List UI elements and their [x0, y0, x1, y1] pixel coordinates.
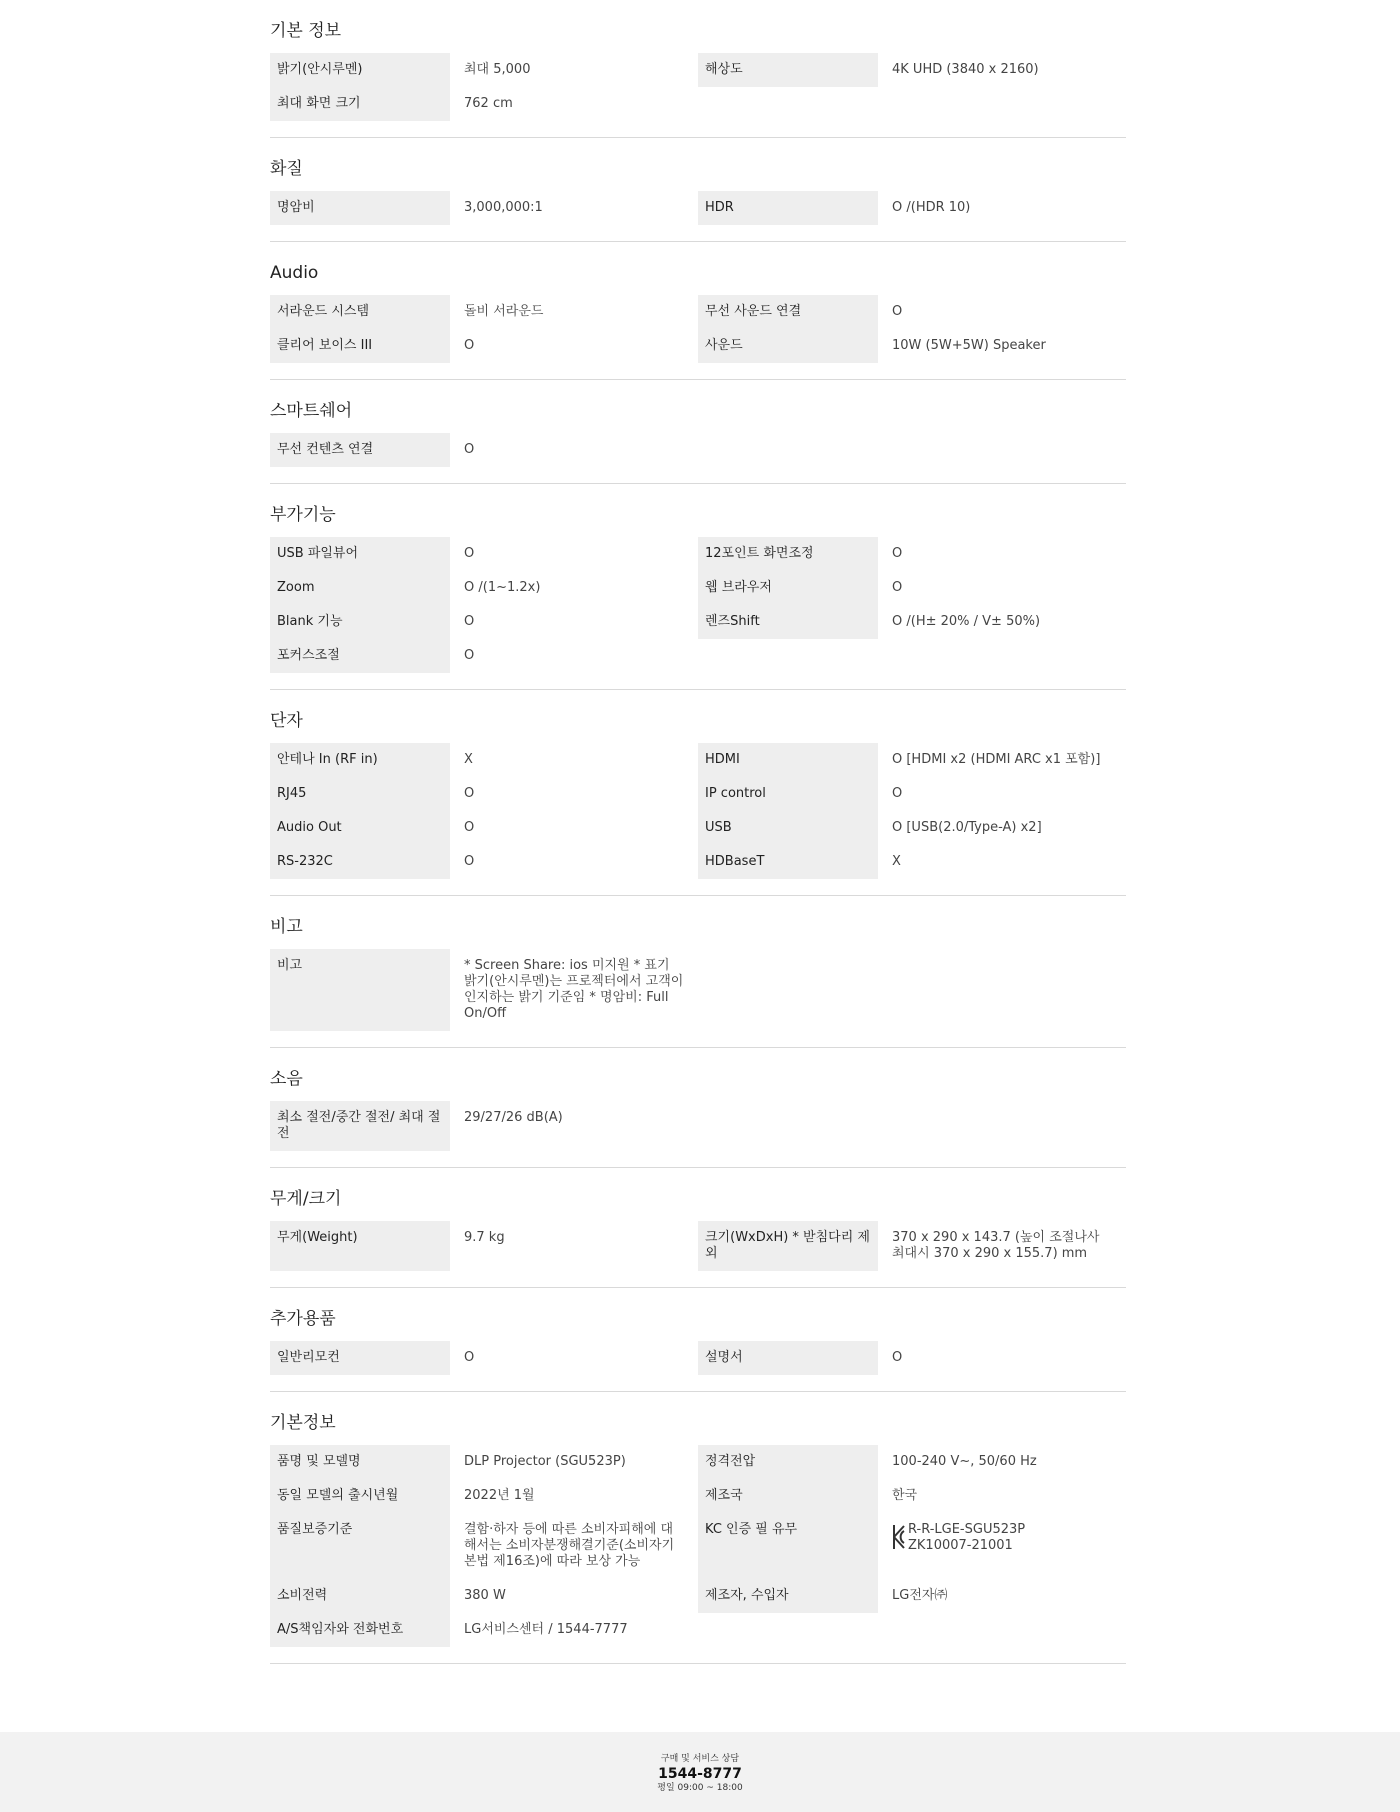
spec-label: 무선 사운드 연결 [698, 295, 878, 329]
spec-section [270, 1392, 1126, 1664]
spec-value: O [464, 854, 475, 869]
spec-label: Audio Out [270, 811, 450, 845]
spec-value: O [464, 338, 475, 353]
section-title: 부가기능 [270, 505, 336, 525]
spec-value: O [892, 1350, 903, 1365]
spec-value: 762 cm [464, 96, 513, 111]
spec-item [270, 743, 698, 777]
spec-item [698, 571, 1126, 605]
spec-item [698, 1513, 1126, 1579]
spec-label: 무게(Weight) [270, 1221, 450, 1271]
spec-label: 품질보증기준 [270, 1513, 450, 1579]
spec-item [698, 295, 1126, 329]
spec-label: 안테나 In (RF in) [270, 743, 450, 777]
spec-row [270, 811, 1126, 845]
spec-item [270, 639, 698, 673]
spec-label: 최소 절전/중간 절전/ 최대 절전 [270, 1101, 450, 1151]
spec-value: O [892, 580, 903, 595]
spec-row [270, 329, 1126, 363]
spec-section [270, 1048, 1126, 1168]
section-title: 스마트쉐어 [270, 401, 353, 421]
spec-value-kc [878, 1513, 1126, 1579]
spec-label: Zoom [270, 571, 450, 605]
spec-row [270, 639, 1126, 673]
section-title: 소음 [270, 1069, 303, 1089]
spec-label: 클리어 보이스 III [270, 329, 450, 363]
spec-item [270, 433, 698, 467]
spec-label: 비고 [270, 949, 450, 1031]
spec-label: 동일 모델의 출시년월 [270, 1479, 450, 1513]
spec-row [270, 1341, 1126, 1375]
spec-value: O [464, 820, 475, 835]
spec-row [270, 949, 1126, 1031]
footer-label: 구매 및 서비스 상담 [660, 1754, 740, 1764]
spec-value: 돌비 서라운드 [464, 304, 544, 319]
spec-label: 품명 및 모델명 [270, 1445, 450, 1479]
spec-section [270, 242, 1126, 380]
spec-label: 일반리모컨 [270, 1341, 450, 1375]
spec-row [270, 87, 1126, 121]
spec-label: 정격전압 [698, 1445, 878, 1479]
spec-value: 최대 5,000 [464, 62, 531, 77]
spec-value: 3,000,000:1 [464, 200, 543, 215]
spec-label: USB [698, 811, 878, 845]
spec-section [270, 1288, 1126, 1392]
spec-value: 370 x 290 x 143.7 (높이 조절나사 최대시 370 x 290 x 155.7) mm [892, 1230, 1100, 1261]
spec-label: RS-232C [270, 845, 450, 879]
spec-value: DLP Projector (SGU523P) [464, 1454, 626, 1469]
spec-item [270, 571, 698, 605]
spec-item [698, 777, 1126, 811]
spec-row [270, 571, 1126, 605]
spec-item [270, 329, 698, 363]
section-title: Audio [270, 263, 319, 283]
spec-value: * Screen Share: ios 미지원 * 표기 밝기(안시루멘)는 프로젝터에서 고객이 인지하는 밝기 기준임 * 명암비: Full On/Off [464, 958, 684, 1021]
spec-item [270, 1101, 698, 1151]
spec-item [698, 1479, 1126, 1513]
spec-content [270, 0, 1126, 1664]
spec-value: O [892, 786, 903, 801]
spec-item [698, 1221, 1126, 1271]
spec-value: 10W (5W+5W) Speaker [892, 338, 1046, 353]
spec-item [698, 1341, 1126, 1375]
section-title: 비고 [270, 917, 303, 937]
spec-value: O [464, 648, 475, 663]
spec-item [270, 53, 698, 87]
spec-value: O [USB(2.0/Type-A) x2] [892, 820, 1042, 835]
kc-certification-icon [892, 1523, 906, 1551]
spec-row [270, 295, 1126, 329]
spec-item [270, 295, 698, 329]
spec-item [270, 1513, 698, 1579]
spec-value: 9.7 kg [464, 1230, 505, 1245]
spec-item [270, 537, 698, 571]
spec-value: LG전자㈜ [892, 1588, 948, 1603]
spec-label: 해상도 [698, 53, 878, 87]
spec-section [270, 0, 1126, 138]
spec-value: O [892, 546, 903, 561]
section-title: 추가용품 [270, 1309, 336, 1329]
spec-item [270, 845, 698, 879]
spec-value: 2022년 1월 [464, 1488, 535, 1503]
spec-row [270, 537, 1126, 571]
spec-label: IP control [698, 777, 878, 811]
section-title: 화질 [270, 159, 303, 179]
spec-value: O [464, 614, 475, 629]
spec-value: X [464, 752, 473, 767]
spec-label: HDR [698, 191, 878, 225]
spec-label: 12포인트 화면조정 [698, 537, 878, 571]
spec-value: X [892, 854, 901, 869]
spec-label: 서라운드 시스템 [270, 295, 450, 329]
spec-label: 웹 브라우저 [698, 571, 878, 605]
spec-item [270, 1221, 698, 1271]
spec-label: 크기(WxDxH) * 받침다리 제외 [698, 1221, 878, 1271]
spec-label: 무선 컨텐츠 연결 [270, 433, 450, 467]
kc-number-text: R-R-LGE-SGU523P ZK10007-21001 [908, 1522, 1026, 1553]
spec-label: Blank 기능 [270, 605, 450, 639]
spec-label: 제조자, 수입자 [698, 1579, 878, 1613]
spec-item [698, 1579, 1126, 1613]
spec-row [270, 743, 1126, 777]
spec-value: O [464, 1350, 475, 1365]
spec-item [270, 191, 698, 225]
spec-item [698, 191, 1126, 225]
spec-value: 29/27/26 dB(A) [464, 1110, 563, 1125]
section-title: 단자 [270, 711, 303, 731]
spec-label: USB 파일뷰어 [270, 537, 450, 571]
spec-item [270, 1579, 698, 1613]
spec-item [270, 811, 698, 845]
spec-label: KC 인증 필 유무 [698, 1513, 878, 1579]
spec-row [270, 1613, 1126, 1647]
spec-label: 렌즈Shift [698, 605, 878, 639]
spec-section [270, 896, 1126, 1048]
spec-row [270, 1445, 1126, 1479]
spec-value: 한국 [892, 1488, 918, 1503]
spec-item [270, 1479, 698, 1513]
spec-row [270, 1513, 1126, 1579]
spec-value: O [892, 304, 903, 319]
spec-value: O [464, 442, 475, 457]
footer-hours: 평일 09:00 ~ 18:00 [657, 1783, 743, 1793]
spec-value: 100-240 V~, 50/60 Hz [892, 1454, 1037, 1469]
spec-value: 결함·하자 등에 따른 소비자피해에 대해서는 소비자분쟁해결기준(소비자기본법 제16조)에 따라 보상 가능 [464, 1522, 675, 1569]
spec-value: O /(H± 20% / V± 50%) [892, 614, 1041, 629]
spec-row [270, 1221, 1126, 1271]
spec-row [270, 845, 1126, 879]
spec-item [270, 1445, 698, 1479]
spec-item [698, 537, 1126, 571]
footer-phone[interactable]: 1544-8777 [658, 1766, 742, 1782]
spec-value: LG서비스센터 / 1544-7777 [464, 1622, 628, 1637]
spec-label: HDMI [698, 743, 878, 777]
spec-label: 설명서 [698, 1341, 878, 1375]
spec-value: O [HDMI x2 (HDMI ARC x1 포함)] [892, 752, 1101, 767]
spec-item [270, 87, 698, 121]
spec-label: 최대 화면 크기 [270, 87, 450, 121]
spec-section [270, 484, 1126, 690]
spec-item [270, 777, 698, 811]
section-title: 기본정보 [270, 1413, 336, 1433]
spec-item [698, 811, 1126, 845]
spec-label: RJ45 [270, 777, 450, 811]
spec-row [270, 777, 1126, 811]
spec-item [698, 743, 1126, 777]
section-title: 기본 정보 [270, 21, 342, 41]
spec-label: 사운드 [698, 329, 878, 363]
spec-section [270, 1168, 1126, 1288]
spec-value: O [464, 546, 475, 561]
spec-item [270, 1341, 698, 1375]
spec-item [698, 605, 1126, 639]
spec-item [698, 1445, 1126, 1479]
spec-label: 명암비 [270, 191, 450, 225]
spec-item [698, 329, 1126, 363]
spec-item [270, 949, 698, 1031]
spec-label: 밝기(안시루멘) [270, 53, 450, 87]
spec-row [270, 1479, 1126, 1513]
spec-item [698, 53, 1126, 87]
spec-row [270, 191, 1126, 225]
spec-row [270, 1101, 1126, 1151]
spec-value: O /(HDR 10) [892, 200, 971, 215]
section-title: 무게/크기 [270, 1189, 342, 1209]
spec-value: 380 W [464, 1588, 506, 1603]
spec-section [270, 380, 1126, 484]
spec-value: O /(1~1.2x) [464, 580, 541, 595]
spec-section [270, 690, 1126, 896]
spec-label: 제조국 [698, 1479, 878, 1513]
spec-item [270, 605, 698, 639]
spec-item [270, 1613, 698, 1647]
spec-section [270, 138, 1126, 242]
spec-value: 4K UHD (3840 x 2160) [892, 62, 1039, 77]
spec-row [270, 53, 1126, 87]
spec-row [270, 605, 1126, 639]
spec-label: A/S책임자와 전화번호 [270, 1613, 450, 1647]
spec-item [698, 845, 1126, 879]
contact-footer [0, 1732, 1400, 1812]
spec-row [270, 1579, 1126, 1613]
spec-label: HDBaseT [698, 845, 878, 879]
spec-value: O [464, 786, 475, 801]
spec-row [270, 433, 1126, 467]
spec-label: 포커스조절 [270, 639, 450, 673]
spec-label: 소비전력 [270, 1579, 450, 1613]
